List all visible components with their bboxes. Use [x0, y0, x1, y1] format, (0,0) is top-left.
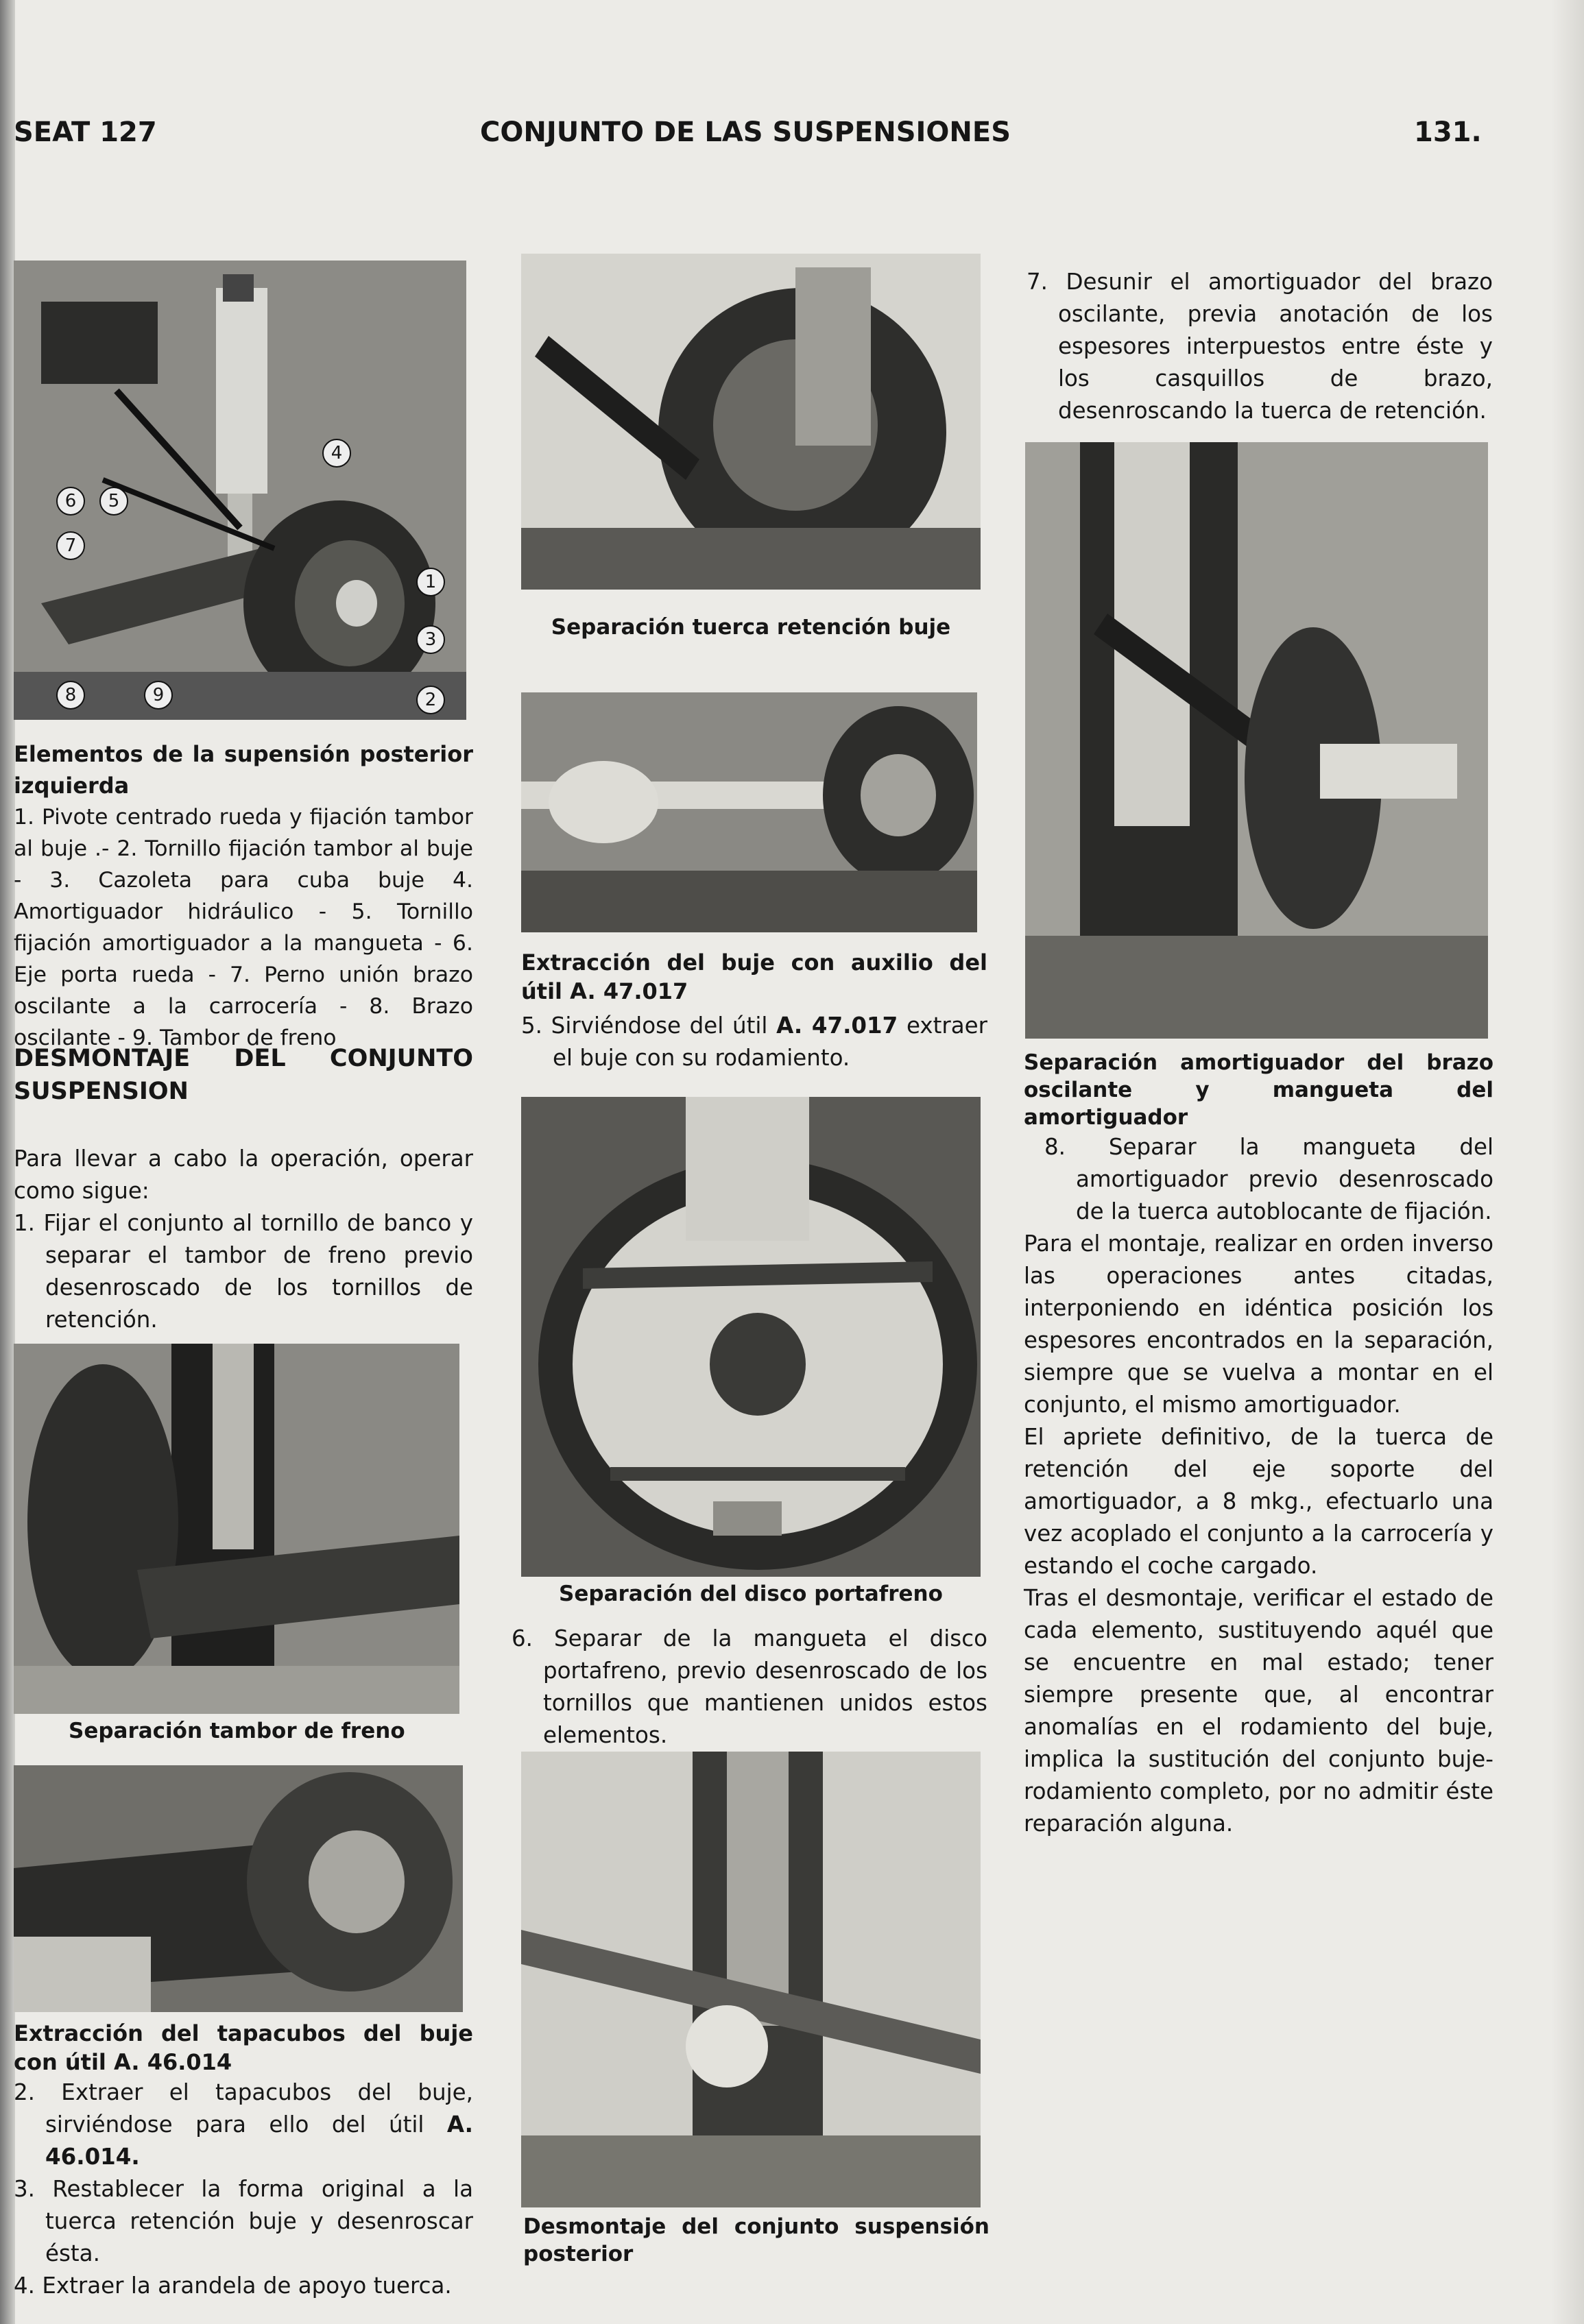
suspension-elements-figure [14, 261, 466, 720]
figure-caption-items: 1. Pivote centrado rueda y fijación tambor al buje .- 2. Tornillo fijación tambor al buje - 3. Cazoleta para cuba buje 4. Amortiguador hidráulico - 5. Tornillo fijación amortiguador a la mangueta - 6. Eje porta rueda - 7. Perno unión brazo oscilante a la carrocería - 8. Brazo oscilante - 9. Tambor de freno [14, 805, 473, 1050]
step-3: 3. Restablecer la forma original a la tuerca retención buje y desenroscar ésta. [14, 2176, 473, 2266]
hub-nut-caption: Separación tuerca retención buje [551, 615, 951, 640]
hubcap-caption-block [14, 2019, 473, 2302]
step-5 [521, 1010, 987, 1074]
hubcap-extraction-photo [14, 1765, 463, 2012]
callout-label-1: 1 [416, 568, 445, 596]
step-7: 7. Desunir el amortiguador del brazo oscilante, previa anotación de los espesores interpuestos entre éste y los casquillos de brazo, desenroscando la tuerca de retención. [1027, 269, 1493, 424]
step-5-tool-code: A. 47.017 [776, 1013, 898, 1039]
step-6: 6. Separar de la mangueta el disco portafreno, previo desenroscado de los tornillos que mantienen unidos estos elementos. [512, 1625, 987, 1748]
figure-caption [14, 738, 473, 1054]
section-title: DESMONTAJE DEL CONJUNTO SUSPENSION [14, 1045, 473, 1105]
brake-disc-photo [521, 1097, 981, 1577]
hubcap-caption [14, 2019, 473, 2077]
callout-label-6: 6 [56, 487, 85, 516]
step-2 [14, 2077, 473, 2173]
header-page-number: 131. [1414, 117, 1482, 148]
step-6-block [512, 1623, 987, 1752]
hub-extraction-block [521, 948, 987, 1074]
hub-extraction-tool-code: A. 47.017 [570, 978, 688, 1004]
step-2-tool-code: A. 46.014. [45, 2111, 473, 2170]
step-5-text-a: 5. Sirviéndose del útil [521, 1013, 777, 1039]
page-binding-shadow [0, 0, 15, 2324]
step-4: 4. Extraer la arandela de apoyo tuerca. [14, 2273, 452, 2299]
hub-extraction-photo [521, 692, 977, 932]
callout-label-9: 9 [144, 681, 173, 710]
torque-paragraph: El apriete definitivo, de la tuerca de retención del eje soporte del amortiguador, a 8 mkg., efectuarlo una vez acoplado el conjunto a la carrocería y estando el coche cargado. [1024, 1424, 1493, 1579]
intro-text [14, 1143, 473, 1336]
figure-caption-title: Elementos de la supensión posterior izquierda [14, 741, 473, 799]
page-right-edge [1551, 0, 1584, 2324]
brake-drum-caption: Separación tambor de freno [69, 1719, 405, 1743]
inspection-paragraph: Tras el desmontaje, verificar el estado de cada elemento, sustituyendo aquél que se encuentre en mal estado; tener siempre presente que, al encontrar anomalías en el rodamiento del buje, implica la sustitución del conjunto buje-rodamiento completo, por no admitir éste reparación alguna. [1024, 1585, 1493, 1837]
shock-absorber-photo [1025, 442, 1488, 1039]
intro-paragraph: Para llevar a cabo la operación, operar como sigue: [14, 1146, 473, 1204]
step-2-text: 2. Extraer el tapacubos del buje, sirviéndose para ello del útil [14, 2079, 473, 2138]
callout-label-2: 2 [416, 686, 445, 714]
assembly-paragraph: Para el montaje, realizar en orden inverso las operaciones antes citadas, interponiendo en idéntica posición los espesores encontrados en la separación, siempre que se vuelva a montar en el conjunto, el mismo amortiguador. [1024, 1231, 1493, 1418]
callout-label-5: 5 [99, 487, 128, 516]
hub-extraction-caption [521, 948, 987, 1006]
hubcap-tool-code: A. 46.014 [114, 2049, 232, 2075]
hub-nut-photo [521, 254, 981, 590]
suspension-disassembly-caption: Desmontaje del conjunto suspensión posterior [523, 2214, 989, 2266]
callout-label-4: 4 [322, 439, 351, 468]
step-5-text-b: extraer el buje con su rodamiento. [553, 1013, 987, 1071]
brake-disc-caption: Separación del disco portafreno [559, 1582, 943, 1606]
hub-extraction-caption-text: Extracción del buje con auxilio del útil [521, 949, 987, 1004]
step-8: 8. Separar la mangueta del amortiguador previo desenroscado de la tuerca autoblocante de fijación. [1044, 1134, 1493, 1224]
callout-label-8: 8 [56, 681, 85, 710]
header-title: CONJUNTO DE LAS SUSPENSIONES [480, 117, 1011, 148]
header-model: SEAT 127 [14, 117, 157, 148]
callout-label-3: 3 [416, 625, 445, 654]
step-7-block [1027, 266, 1493, 427]
hubcap-caption-text: Extracción del tapacubos del buje con útil [14, 2020, 473, 2075]
suspension-disassembly-photo [521, 1752, 981, 2207]
brake-drum-photo [14, 1344, 459, 1714]
callout-label-7: 7 [56, 531, 85, 560]
col3-text-block [1024, 1131, 1493, 1840]
step-1: 1. Fijar el conjunto al tornillo de banco y separar el tambor de freno previo desenroscado de los tornillos de retención. [14, 1210, 473, 1333]
shock-absorber-caption: Separación amortiguador del brazo oscilante y mangueta del amortiguador [1024, 1050, 1493, 1130]
